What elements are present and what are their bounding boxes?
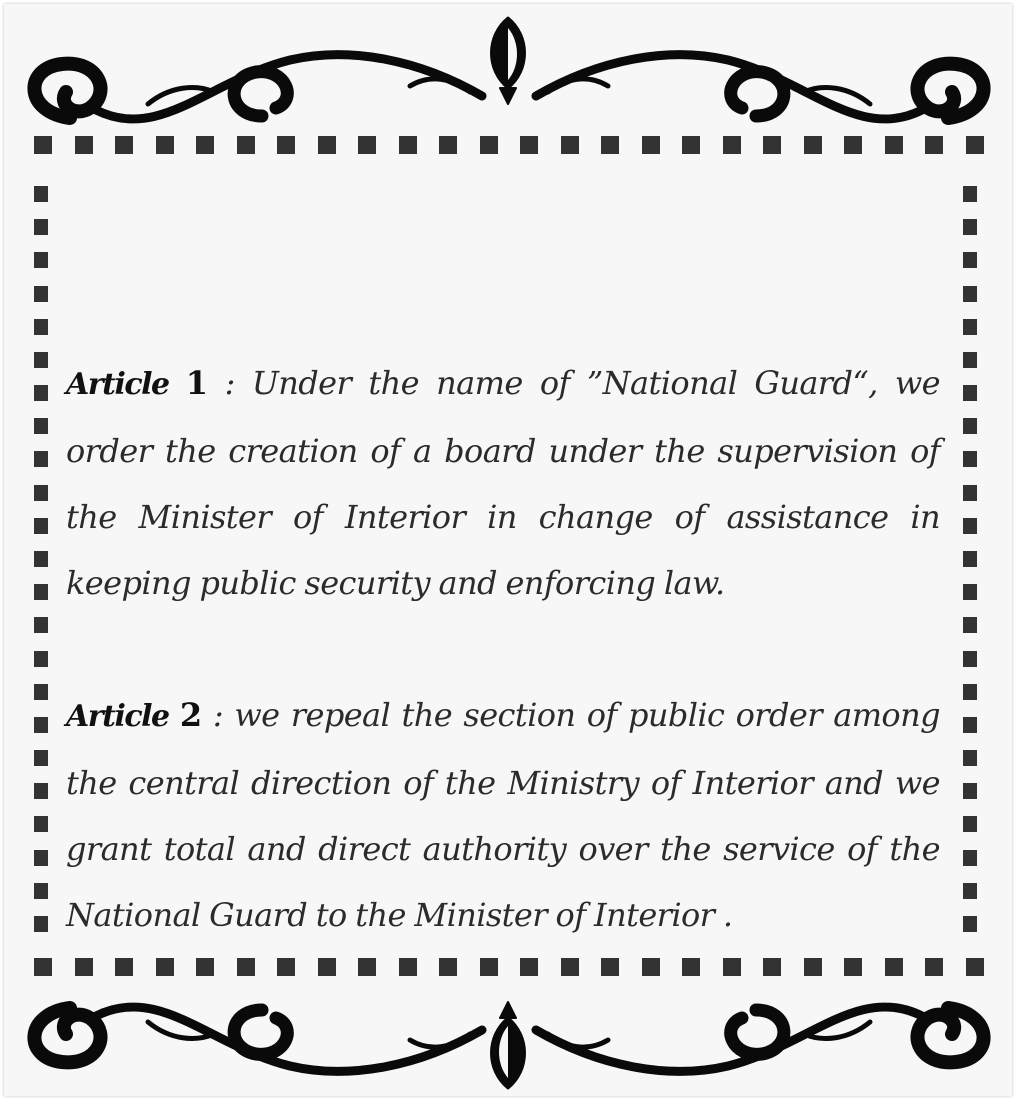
- border-square: [844, 136, 862, 154]
- border-square: [885, 136, 903, 154]
- border-square: [34, 219, 48, 235]
- article-number: 2: [179, 696, 202, 734]
- border-square: [439, 136, 457, 154]
- border-square: [277, 136, 295, 154]
- border-square: [963, 816, 977, 832]
- border-square: [34, 750, 48, 766]
- border-square: [34, 385, 48, 401]
- border-square: [963, 319, 977, 335]
- border-square: [963, 717, 977, 733]
- border-square: [963, 684, 977, 700]
- article-label: Article: [66, 367, 169, 402]
- border-square: [561, 958, 579, 976]
- border-square: [966, 136, 984, 154]
- article-body: : we repeal the section of public order among the central direction of the Ministry of Interior and we grant total and direct authority over the service of the National Guard to the Minister of Interior .: [66, 696, 940, 934]
- border-square: [34, 617, 48, 633]
- border-square: [439, 958, 457, 976]
- border-square: [34, 783, 48, 799]
- decree-text: [66, 350, 940, 948]
- border-square: [34, 518, 48, 534]
- border-square: [763, 958, 781, 976]
- border-square: [156, 136, 174, 154]
- border-square: [115, 136, 133, 154]
- border-square: [115, 958, 133, 976]
- border-square: [34, 485, 48, 501]
- border-square: [804, 136, 822, 154]
- border-square: [963, 850, 977, 866]
- border-square: [963, 883, 977, 899]
- border-square: [34, 883, 48, 899]
- border-square: [885, 958, 903, 976]
- border-square: [520, 136, 538, 154]
- border-square: [925, 136, 943, 154]
- border-square: [237, 136, 255, 154]
- border-square: [963, 584, 977, 600]
- border-square: [318, 136, 336, 154]
- article-label: Article: [66, 699, 169, 734]
- border-square: [723, 958, 741, 976]
- border-square: [963, 451, 977, 467]
- border-square: [34, 651, 48, 667]
- border-square: [75, 958, 93, 976]
- border-square: [75, 136, 93, 154]
- border-square: [34, 850, 48, 866]
- border-square: [520, 958, 538, 976]
- article-body: : Under the name of ”National Guard“, we order the creation of a board under the supervision of the Minister of Interior in change of assistance in keeping public security and enforcing law.: [66, 364, 940, 602]
- border-square: [966, 958, 984, 976]
- border-square: [480, 136, 498, 154]
- border-square: [34, 584, 48, 600]
- border-square: [963, 651, 977, 667]
- border-square: [34, 286, 48, 302]
- border-square: [34, 352, 48, 368]
- border-square: [642, 958, 660, 976]
- border-square: [963, 617, 977, 633]
- border-square: [963, 750, 977, 766]
- border-square: [34, 958, 52, 976]
- border-square: [34, 252, 48, 268]
- border-square: [601, 958, 619, 976]
- border-square: [34, 136, 52, 154]
- border-square: [34, 451, 48, 467]
- border-square: [480, 958, 498, 976]
- border-square: [34, 916, 48, 932]
- border-square: [963, 286, 977, 302]
- border-square: [318, 958, 336, 976]
- border-square: [34, 186, 48, 202]
- border-square: [682, 958, 700, 976]
- border-square: [34, 418, 48, 434]
- border-square: [34, 319, 48, 335]
- border-square: [963, 219, 977, 235]
- border-square: [963, 551, 977, 567]
- border-square: [277, 958, 295, 976]
- article-number: 1: [185, 364, 208, 402]
- border-square: [34, 816, 48, 832]
- border-square: [34, 551, 48, 567]
- border-square: [561, 136, 579, 154]
- border-square: [804, 958, 822, 976]
- border-square: [963, 518, 977, 534]
- border-square: [34, 684, 48, 700]
- border-square: [963, 916, 977, 932]
- border-square: [358, 958, 376, 976]
- border-square: [399, 958, 417, 976]
- border-square: [723, 136, 741, 154]
- border-square: [642, 136, 660, 154]
- border-square: [34, 717, 48, 733]
- border-square: [601, 136, 619, 154]
- border-square: [963, 418, 977, 434]
- border-square: [196, 136, 214, 154]
- border-square: [763, 136, 781, 154]
- border-square: [156, 958, 174, 976]
- border-square: [963, 186, 977, 202]
- border-square: [963, 252, 977, 268]
- border-square: [358, 136, 376, 154]
- border-square: [399, 136, 417, 154]
- border-square: [963, 783, 977, 799]
- border-square: [237, 958, 255, 976]
- border-square: [682, 136, 700, 154]
- border-square: [963, 352, 977, 368]
- article-2: [66, 682, 940, 948]
- border-square: [844, 958, 862, 976]
- article-1: [66, 350, 940, 616]
- border-square: [963, 485, 977, 501]
- border-square: [196, 958, 214, 976]
- border-square: [925, 958, 943, 976]
- border-square: [963, 385, 977, 401]
